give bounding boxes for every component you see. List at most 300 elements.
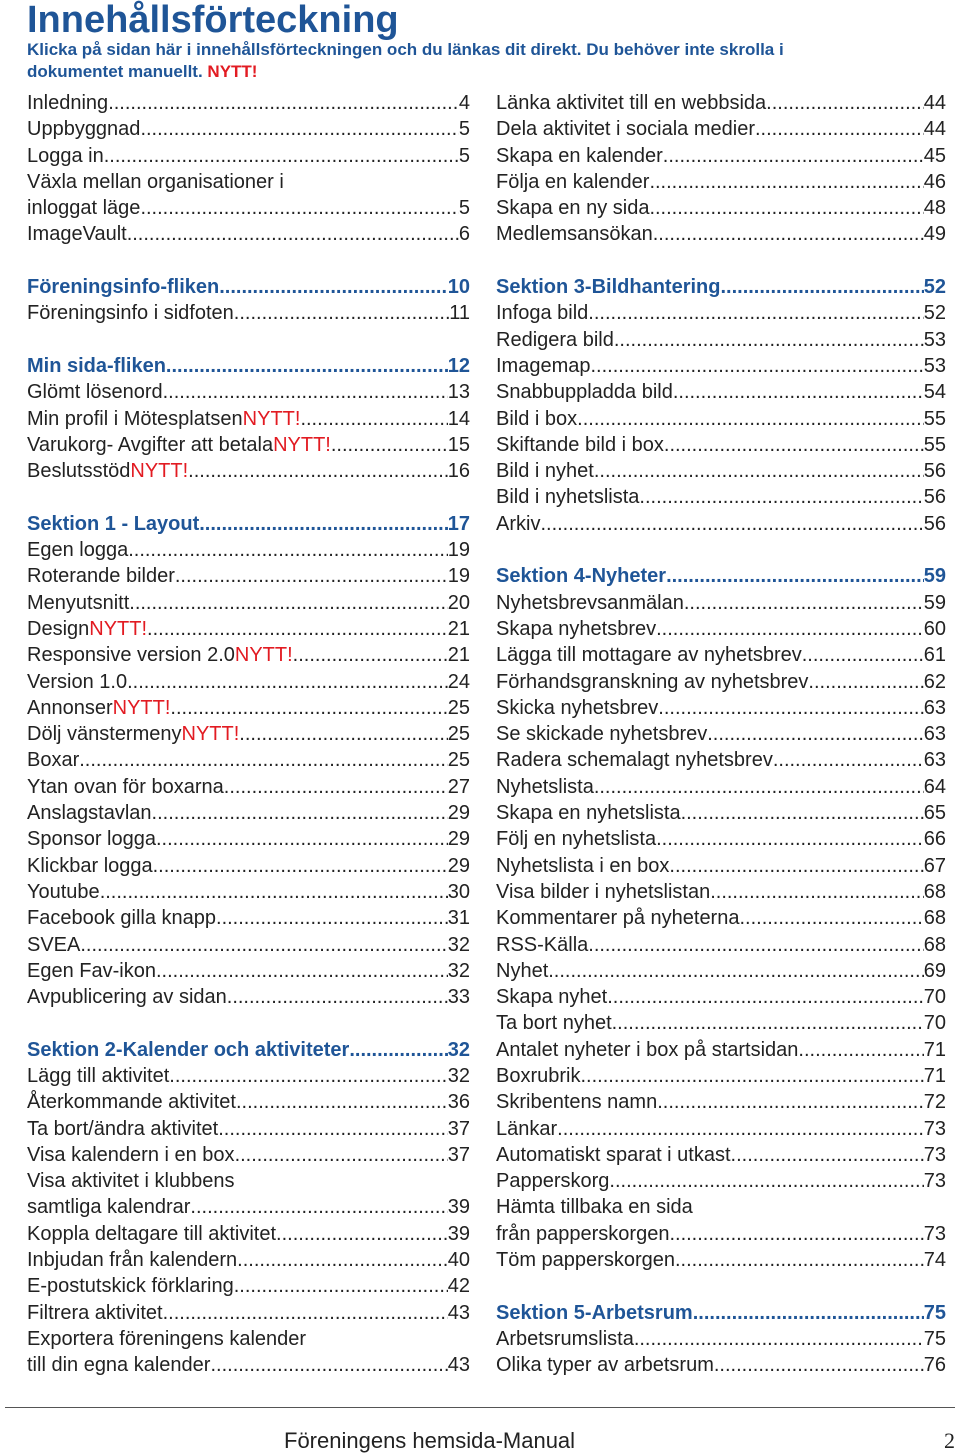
toc-page-number: 42	[447, 1275, 470, 1298]
toc-entry-title: samtliga kalendrar	[27, 1196, 191, 1219]
dot-leader	[237, 1247, 448, 1273]
toc-page-number: 39	[447, 1196, 470, 1219]
toc-page-number: 60	[923, 617, 946, 640]
toc-page-number: 64	[923, 775, 946, 798]
toc-entry-title: Bild i nyhet	[496, 460, 594, 483]
toc-entry-title: Design	[27, 617, 90, 640]
dot-leader	[808, 669, 923, 695]
toc-entry[interactable]	[27, 1221, 470, 1247]
toc-entry[interactable]	[27, 221, 470, 247]
toc-page-number: 13	[447, 381, 470, 404]
toc-entry-title: RSS-Källa	[496, 933, 589, 956]
toc-section-heading[interactable]	[496, 563, 946, 589]
toc-entry[interactable]	[496, 905, 946, 931]
toc-section-heading[interactable]	[27, 353, 470, 379]
toc-entry[interactable]	[27, 458, 470, 484]
dot-leader	[649, 195, 923, 221]
toc-page-number: 53	[923, 354, 946, 377]
toc-entry-title: Bild i box	[496, 407, 578, 430]
toc-entry-title: Skiftande bild i box	[496, 433, 664, 456]
toc-page-number: 20	[447, 591, 470, 614]
toc-entry[interactable]	[27, 1142, 470, 1168]
dot-leader	[349, 1037, 447, 1063]
toc-entry-title: Nyhet	[496, 959, 549, 982]
toc-page-number: 39	[447, 1222, 470, 1245]
toc-entry[interactable]	[496, 327, 946, 353]
toc-entry[interactable]	[496, 879, 946, 905]
toc-entry-title: till din egna kalender	[27, 1354, 211, 1377]
toc-entry[interactable]	[496, 669, 946, 695]
toc-entry[interactable]	[496, 932, 946, 958]
toc-entry-first-line	[27, 1326, 470, 1352]
toc-page-number: 59	[923, 565, 946, 588]
dot-leader	[156, 958, 448, 984]
toc-page-number: 68	[923, 907, 946, 930]
dot-leader	[108, 90, 459, 116]
dot-leader	[684, 590, 924, 616]
toc-page-number: 73	[923, 1117, 946, 1140]
toc-entry[interactable]	[27, 195, 470, 221]
toc-section-heading[interactable]	[496, 274, 946, 300]
toc-entry-title: Skribentens namn	[496, 1091, 658, 1114]
toc-entry[interactable]	[496, 1352, 946, 1378]
dot-leader	[663, 143, 924, 169]
toc-entry-title: Egen logga	[27, 539, 129, 562]
toc-entry[interactable]	[496, 484, 946, 510]
toc-page-number: 10	[447, 276, 470, 299]
toc-entry-first-line	[27, 1168, 470, 1194]
dot-leader	[79, 747, 448, 773]
toc-entry[interactable]	[27, 90, 470, 116]
toc-entry[interactable]	[27, 747, 470, 773]
toc-section-heading[interactable]	[27, 1037, 470, 1063]
toc-entry-title: Skapa en ny sida	[496, 197, 650, 220]
footer-divider	[5, 1407, 955, 1408]
toc-entry[interactable]	[27, 432, 470, 458]
toc-entry-title: Ytan ovan för boxarna	[27, 775, 224, 798]
toc-page-number: 43	[447, 1354, 470, 1377]
dot-leader	[773, 747, 924, 773]
toc-page-number: 27	[447, 775, 470, 798]
toc-page-number: 56	[923, 512, 946, 535]
toc-entry-title: Exportera föreningens kalender	[27, 1327, 307, 1350]
toc-entry[interactable]	[27, 1247, 470, 1273]
toc-entry-title: från papperskorgen	[496, 1222, 670, 1245]
toc-entry[interactable]	[27, 774, 470, 800]
toc-entry[interactable]	[27, 406, 470, 432]
toc-entry[interactable]	[27, 537, 470, 563]
dot-leader	[798, 1037, 923, 1063]
dot-leader	[163, 379, 448, 405]
toc-entry[interactable]	[496, 1142, 946, 1168]
toc-page-number: 66	[923, 828, 946, 851]
toc-entry-title: Töm papperskorgen	[496, 1249, 675, 1272]
toc-entry-title: Arkiv	[496, 512, 541, 535]
toc-entry[interactable]	[27, 669, 470, 695]
toc-entry[interactable]	[27, 826, 470, 852]
toc-entry-title: Anslagstavlan	[27, 802, 152, 825]
toc-page-number: 45	[923, 144, 946, 167]
dot-leader	[649, 169, 923, 195]
dot-leader	[673, 379, 924, 405]
toc-page-number: 5	[458, 197, 470, 220]
dot-leader	[669, 1221, 923, 1247]
toc-entry[interactable]	[496, 221, 946, 247]
toc-entry[interactable]	[496, 590, 946, 616]
toc-entry-title: Följ en nyhetslista	[496, 828, 657, 851]
toc-entry-title: inloggat läge	[27, 197, 141, 220]
page-title: Innehållsförteckning	[27, 0, 399, 41]
toc-entry[interactable]	[27, 800, 470, 826]
toc-entry-title: Radera schemalagt nyhetsbrev	[496, 749, 773, 772]
toc-page-number: 52	[923, 276, 946, 299]
toc-entry-title: Beslutsstöd	[27, 460, 131, 483]
toc-entry-title: Sektion 1 - Layout	[27, 512, 200, 535]
toc-entry[interactable]	[496, 300, 946, 326]
toc-entry[interactable]	[496, 1168, 946, 1194]
toc-entry[interactable]	[496, 826, 946, 852]
toc-page-number: 16	[447, 460, 470, 483]
toc-entry[interactable]	[496, 747, 946, 773]
toc-entry[interactable]	[496, 379, 946, 405]
toc-page-number: 71	[923, 1038, 946, 1061]
dot-leader	[614, 327, 924, 353]
toc-page-number: 32	[447, 1064, 470, 1087]
toc-page-number: 68	[923, 880, 946, 903]
dot-leader	[653, 221, 924, 247]
page-subtitle	[27, 39, 787, 83]
toc-entry[interactable]	[27, 116, 470, 142]
dot-leader	[188, 458, 448, 484]
toc-entry[interactable]	[27, 1300, 470, 1326]
dot-leader	[739, 905, 923, 931]
toc-entry[interactable]	[27, 984, 470, 1010]
toc-entry-title: Logga in	[27, 144, 104, 167]
toc-entry[interactable]	[27, 563, 470, 589]
toc-entry-title: E-postutskick förklaring	[27, 1275, 234, 1298]
toc-page-number: 73	[923, 1222, 946, 1245]
dot-leader	[127, 669, 448, 695]
toc-entry[interactable]	[496, 853, 946, 879]
dot-leader	[714, 1352, 924, 1378]
toc-entry-title: Inledning	[27, 92, 109, 114]
toc-entry-title: Skapa en kalender	[496, 144, 663, 167]
toc-entry[interactable]	[27, 300, 470, 326]
toc-page-number: 44	[923, 118, 946, 141]
dot-leader	[190, 1194, 447, 1220]
toc-entry[interactable]	[496, 1010, 946, 1036]
dot-leader	[755, 116, 924, 142]
toc-page-number: 37	[447, 1143, 470, 1166]
toc-entry[interactable]	[496, 642, 946, 668]
toc-page-number: 68	[923, 933, 946, 956]
toc-entry-title: Version 1.0	[27, 670, 128, 693]
toc-page-number: 14	[447, 407, 470, 430]
toc-entry[interactable]	[27, 1273, 470, 1299]
toc-entry[interactable]	[496, 1221, 946, 1247]
dot-leader	[219, 274, 448, 300]
toc-entry-title: Lägg till aktivitet	[27, 1064, 170, 1087]
toc-spacer	[496, 248, 946, 274]
toc-spacer	[27, 484, 470, 510]
toc-page-number: 19	[447, 565, 470, 588]
toc-entry[interactable]	[496, 1326, 946, 1352]
toc-entry[interactable]	[496, 721, 946, 747]
dot-leader	[216, 905, 448, 931]
toc-entry-title: Ta bort/ändra aktivitet	[27, 1117, 219, 1140]
dot-leader	[163, 1300, 448, 1326]
toc-page-number: 67	[923, 854, 946, 877]
toc-entry-title: Länka aktivitet till en webbsida	[496, 92, 767, 114]
toc-entry[interactable]	[27, 721, 470, 747]
toc-entry-title: Roterande bilder	[27, 565, 175, 588]
toc-entry[interactable]	[27, 905, 470, 931]
toc-entry[interactable]	[496, 432, 946, 458]
dot-leader	[657, 1089, 924, 1115]
toc-page-number: 70	[923, 986, 946, 1009]
toc-entry[interactable]	[496, 984, 946, 1010]
dot-leader	[710, 879, 924, 905]
toc-page-number: 63	[923, 696, 946, 719]
dot-leader	[656, 826, 924, 852]
toc-entry[interactable]	[27, 1352, 470, 1378]
toc-page-number: 11	[449, 302, 470, 325]
new-marker: NYTT!	[242, 407, 301, 430]
dot-leader	[128, 537, 448, 563]
dot-leader	[140, 116, 458, 142]
toc-page-number: 12	[447, 354, 470, 377]
dot-leader	[802, 642, 924, 668]
toc-entry[interactable]	[496, 511, 946, 537]
dot-leader	[156, 826, 448, 852]
dot-leader	[548, 958, 924, 984]
toc-page-number: 69	[923, 959, 946, 982]
toc-page-number: 65	[923, 802, 946, 825]
toc-entry-title: Förhandsgranskning av nyhetsbrev	[496, 670, 809, 693]
toc-entry[interactable]	[496, 458, 946, 484]
toc-entry-title: Annonser	[27, 696, 113, 719]
dot-leader	[707, 721, 924, 747]
dot-leader	[664, 432, 924, 458]
toc-entry-title: Sektion 3-Bildhantering	[496, 276, 721, 299]
toc-entry-title: Automatiskt sparat i utkast	[496, 1143, 731, 1166]
dot-leader	[675, 1247, 924, 1273]
toc-page-number: 56	[923, 486, 946, 509]
toc-entry-title: Sektion 5-Arbetsrum	[496, 1301, 693, 1324]
toc-entry-title: Hämta tillbaka en sida	[496, 1196, 693, 1219]
toc-entry[interactable]	[27, 853, 470, 879]
toc-page-number: 76	[923, 1354, 946, 1377]
toc-entry-title: Arbetsrumslista	[496, 1327, 634, 1350]
dot-leader	[175, 563, 448, 589]
toc-page-number: 29	[447, 802, 470, 825]
toc-page-number: 70	[923, 1012, 946, 1035]
toc-page-number: 49	[923, 223, 946, 246]
dot-leader	[239, 721, 447, 747]
toc-entry[interactable]	[496, 695, 946, 721]
subtitle-text: Klicka på sidan här i innehållsförteckningen och du länkas dit direkt. Du behöver inte skrolla i dokumentet manuellt.	[27, 40, 784, 81]
toc-entry[interactable]	[496, 1089, 946, 1115]
toc-entry-title: Se skickade nyhetsbrev	[496, 723, 708, 746]
dot-leader	[588, 300, 923, 326]
toc-entry-title: Varukorg- Avgifter att betala	[27, 433, 274, 456]
toc-entry-title: Papperskorg	[496, 1170, 610, 1193]
toc-entry-title: Infoga bild	[496, 302, 589, 325]
new-marker: NYTT!	[89, 617, 148, 640]
toc-page-number: 31	[447, 907, 470, 930]
toc-entry-title: Skicka nyhetsbrev	[496, 696, 659, 719]
toc-entry[interactable]	[496, 116, 946, 142]
dot-leader	[300, 406, 447, 432]
subtitle-new-marker: NYTT!	[207, 62, 258, 81]
toc-entry[interactable]	[496, 195, 946, 221]
dot-leader	[236, 1089, 448, 1115]
toc-entry-title: Glömt lösenord	[27, 381, 163, 404]
toc-page-number: 59	[923, 591, 946, 614]
dot-leader	[669, 853, 923, 879]
toc-entry-title: Dela aktivitet i sociala medier	[496, 118, 755, 141]
toc-entry-title: Avpublicering av sidan	[27, 986, 227, 1009]
toc-entry[interactable]	[496, 1116, 946, 1142]
toc-entry[interactable]	[27, 1063, 470, 1089]
toc-entry-title: Skapa nyhet	[496, 986, 608, 1009]
toc-entry-title: Föreningsinfo-fliken	[27, 276, 220, 299]
dot-leader	[152, 800, 448, 826]
toc-page-number: 53	[923, 328, 946, 351]
toc-spacer	[496, 537, 946, 563]
dot-leader	[276, 1221, 448, 1247]
footer-title: Föreningens hemsida-Manual	[284, 1428, 576, 1453]
dot-leader	[693, 1300, 924, 1326]
toc-entry-title: Medlemsansökan	[496, 223, 653, 246]
dot-leader	[612, 1010, 924, 1036]
toc-page-number: 36	[447, 1091, 470, 1114]
dot-leader	[594, 774, 924, 800]
dot-leader	[681, 800, 924, 826]
toc-entry[interactable]	[27, 958, 470, 984]
dot-leader	[199, 511, 448, 537]
dot-leader	[170, 695, 447, 721]
toc-entry-title: Antalet nyheter i box på startsidan	[496, 1038, 799, 1061]
toc-page-number: 15	[447, 433, 470, 456]
dot-leader	[166, 353, 448, 379]
new-marker: NYTT!	[112, 696, 171, 719]
toc-entry-title: Sektion 4-Nyheter	[496, 565, 667, 588]
dot-leader	[234, 300, 449, 326]
toc-entry[interactable]	[27, 932, 470, 958]
toc-entry[interactable]	[27, 1116, 470, 1142]
dot-leader	[588, 932, 923, 958]
toc-entry[interactable]	[496, 1063, 946, 1089]
dot-leader	[169, 1063, 447, 1089]
new-marker: NYTT!	[234, 644, 293, 667]
toc-entry-title: Skapa en nyhetslista	[496, 802, 681, 825]
toc-page-number: 32	[447, 933, 470, 956]
toc-entry[interactable]	[496, 169, 946, 195]
toc-entry[interactable]	[27, 642, 470, 668]
toc-section-heading[interactable]	[496, 1300, 946, 1326]
toc-page-number: 17	[447, 512, 470, 535]
toc-entry[interactable]	[496, 143, 946, 169]
toc-page-number: 4	[458, 92, 470, 114]
page-number: 2	[944, 1428, 955, 1453]
toc-page-number: 54	[923, 381, 946, 404]
toc-entry-title: SVEA	[27, 933, 81, 956]
dot-leader	[720, 274, 923, 300]
toc-entry[interactable]	[496, 958, 946, 984]
toc-right-column	[496, 90, 946, 1379]
toc-entry-title: Sektion 2-Kalender och aktiviteter	[27, 1038, 350, 1061]
toc-page-number: 71	[923, 1064, 946, 1087]
toc-page-number: 73	[923, 1170, 946, 1193]
toc-entry-title: Visa aktivitet i klubbens	[27, 1170, 235, 1193]
toc-entry-title: Redigera bild	[496, 328, 614, 351]
toc-entry-title: Dölj vänstermeny	[27, 723, 182, 746]
toc-entry[interactable]	[27, 143, 470, 169]
dot-leader	[577, 406, 924, 432]
toc-entry[interactable]	[496, 406, 946, 432]
toc-page-number: 46	[923, 170, 946, 193]
dot-leader	[140, 195, 458, 221]
toc-entry[interactable]	[27, 590, 470, 616]
toc-entry-title: Bild i nyhetslista	[496, 486, 640, 509]
toc-section-heading[interactable]	[27, 511, 470, 537]
toc-entry[interactable]	[496, 1037, 946, 1063]
dot-leader	[766, 90, 924, 116]
toc-section-heading[interactable]	[27, 274, 470, 300]
toc-spacer	[27, 1010, 470, 1036]
toc-page-number: 73	[923, 1143, 946, 1166]
toc-entry-title: Nyhetslista i en box	[496, 854, 670, 877]
toc-page-number: 19	[447, 539, 470, 562]
dot-leader	[540, 511, 923, 537]
toc-entry-title: Menyutsnitt	[27, 591, 130, 614]
toc-entry-title: Boxrubrik	[496, 1064, 581, 1087]
toc-page-number: 75	[923, 1301, 946, 1324]
toc-page-number: 55	[923, 433, 946, 456]
toc-entry[interactable]	[496, 774, 946, 800]
dot-leader	[100, 879, 448, 905]
toc-entry[interactable]	[27, 379, 470, 405]
dot-leader	[224, 774, 448, 800]
toc-entry[interactable]	[496, 353, 946, 379]
toc-page-number: 48	[923, 197, 946, 220]
toc-entry-title: Olika typer av arbetsrum	[496, 1354, 714, 1377]
dot-leader	[607, 984, 924, 1010]
toc-entry-title: Visa kalendern i en box	[27, 1143, 235, 1166]
toc-entry[interactable]	[27, 695, 470, 721]
toc-page-number: 61	[923, 644, 946, 667]
toc-entry[interactable]	[27, 1089, 470, 1115]
dot-leader	[80, 932, 447, 958]
toc-entry-title: Egen Fav-ikon	[27, 959, 156, 982]
toc-entry[interactable]	[496, 616, 946, 642]
toc-entry[interactable]	[27, 616, 470, 642]
toc-entry-title: ImageVault	[27, 223, 127, 246]
dot-leader	[129, 590, 447, 616]
toc-entry-title: Klickbar logga	[27, 854, 153, 877]
toc-entry-title: Kommentarer på nyheterna	[496, 907, 740, 930]
toc-entry[interactable]	[27, 1194, 470, 1220]
toc-entry[interactable]	[496, 800, 946, 826]
toc-entry-title: Filtrera aktivitet	[27, 1301, 163, 1324]
toc-entry[interactable]	[27, 879, 470, 905]
toc-entry[interactable]	[496, 1247, 946, 1273]
toc-entry-title: Länkar	[496, 1117, 558, 1140]
new-marker: NYTT!	[273, 433, 331, 456]
toc-entry[interactable]	[496, 90, 946, 116]
dot-leader	[609, 1168, 923, 1194]
